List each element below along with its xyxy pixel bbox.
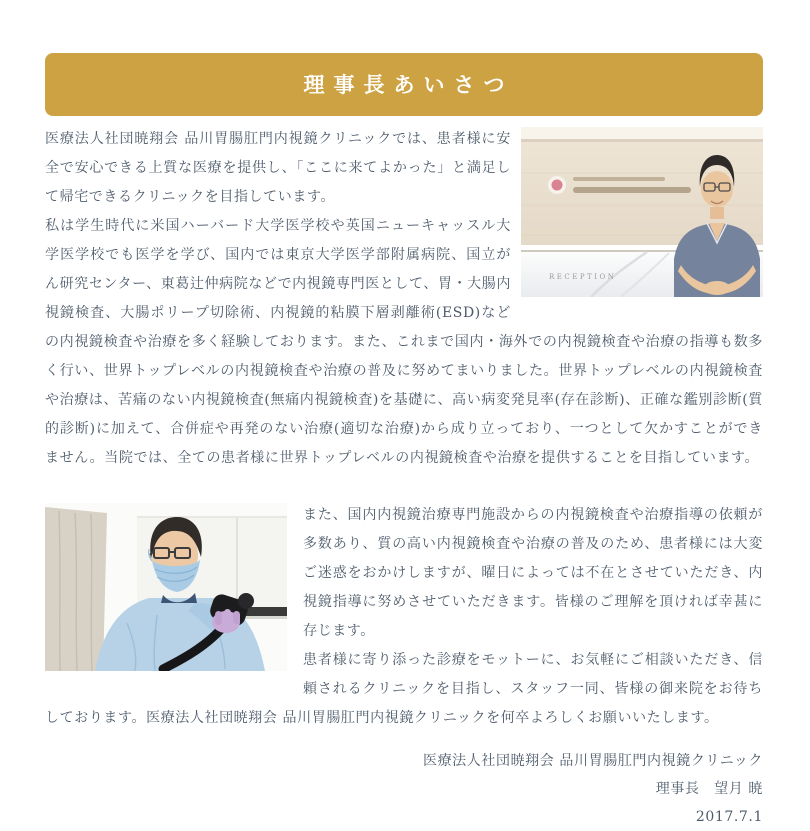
- signature-block: [45, 747, 763, 831]
- second-paragraph-line-2: 患者様に寄り添った診療をモットーに、お気軽にご相談いただき、信頼されるクリニックを目指し、スタッフ一同、皆様の御来院をお待ちしております。医療法人社団暁翔会 品川胃腸肛門内視鏡クリニックを何卒よろしくお願いいたします。: [45, 652, 763, 726]
- signature-date: 2017.7.1: [695, 809, 763, 825]
- purple-glove: [212, 609, 240, 633]
- page-title: 理事長あいさつ: [303, 72, 514, 97]
- reception-photo-illustration: [521, 127, 763, 297]
- signature-chairman-name: 理事長 望月 暁: [655, 781, 763, 797]
- intro-paragraph-line-2: 私は学生時代に米国ハーバード大学医学校や英国ニューキャッスル大学医学校でも医学を学び、国内では東京大学医学部附属病院、国立がん研究センター、東葛辻仲病院などで内視鏡専門医として、胃・大腸内視鏡検査、大腸ポリープ切除術、内視鏡的粘膜下層剥離術(ESD)などの内視鏡検査や治療を多く経験しております。また、これまで国内・海外での内視鏡検査や治療の指導も数多く行い、世界トップレベルの内視鏡検査や治療の普及に努めてまいりました。世界トップレベルの内視鏡検査や治療は、苦痛のない内視鏡検査(無痛内視鏡検査)を基礎に、高い病変発見率(存在診断)、正確な鑑別診断(質的診断)に加えて、合併症や再発のない治療(適切な治療)から成り立っており、一つとして欠かすことができません。当院では、全ての患者様に世界トップレベルの内視鏡検査や治療を提供することを目指しています。: [45, 218, 763, 466]
- intro-paragraph-line-1: 医療法人社団暁翔会 品川胃腸肛門内視鏡クリニックでは、患者様に安全で安心できる上質な医療を提供し、「ここに来てよかった」と満足して帰宅できるクリニックを目指しています。: [45, 131, 511, 205]
- signature-clinic-name: 医療法人社団暁翔会 品川胃腸肛門内視鏡クリニック: [422, 753, 763, 769]
- reception-counter-label: RECEPTION: [549, 273, 617, 281]
- reception-photo: [521, 127, 763, 297]
- endoscopy-photo: [45, 503, 287, 671]
- curtain: [45, 507, 107, 671]
- page-title-banner: [45, 53, 763, 116]
- second-paragraph-line-1: また、国内内視鏡治療専門施設からの内視鏡検査や治療指導の依頼が多数あり、質の高い内視鏡検査や治療の普及のため、患者様には大変ご迷惑をおかけしますが、曜日によっては不在とさせていただき、内視鏡指導に努めさせていただきます。皆様のご理解を頂ければ幸甚に存じます。: [303, 507, 763, 639]
- endoscopy-photo-illustration: [45, 503, 287, 671]
- intro-section: [45, 125, 763, 473]
- second-section: [45, 501, 763, 733]
